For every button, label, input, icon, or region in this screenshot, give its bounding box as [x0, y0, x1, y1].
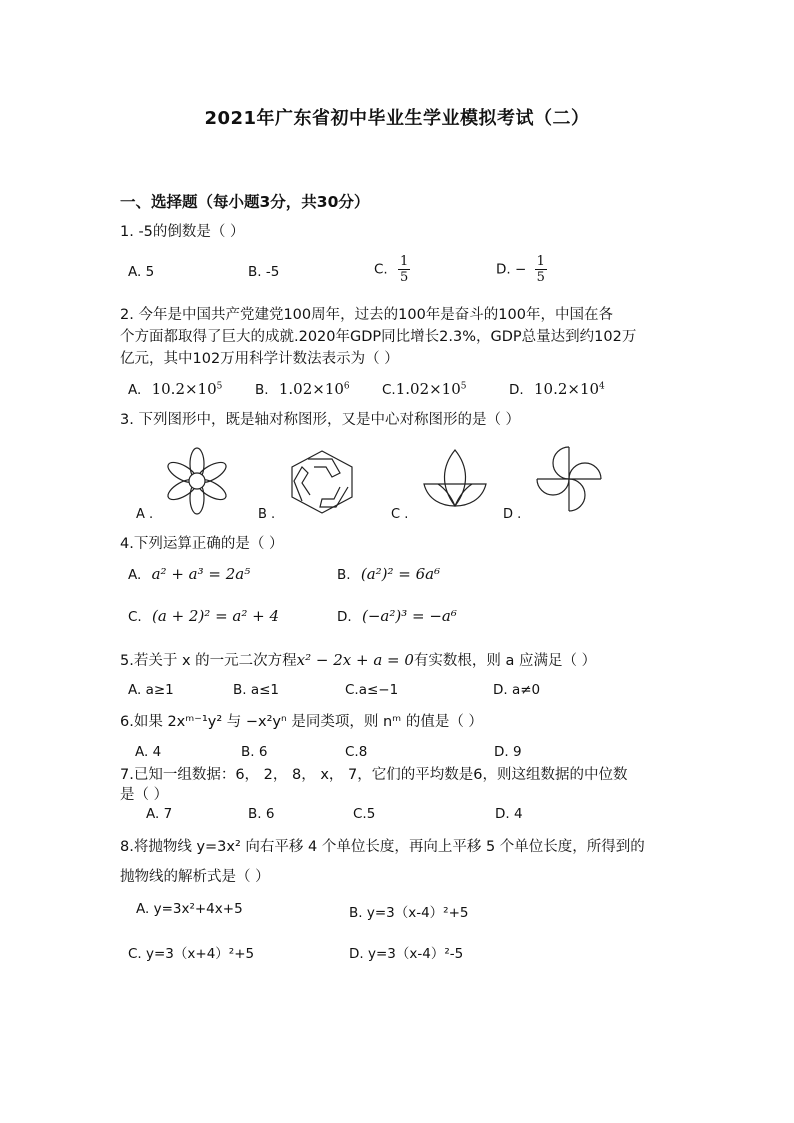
exam-title: 2021年广东省初中毕业生学业模拟考试（二） [204, 108, 590, 129]
recycle-hexagon-figure [288, 449, 356, 515]
q5-equation: x² − 2x + a = 0 [296, 651, 414, 669]
q6-option-a[interactable]: A. 4 [135, 744, 162, 760]
q8-option-b[interactable]: B. y=3（x-4）²+5 [349, 905, 469, 921]
q2-line-1: 2. 今年是中国共产党建党100周年，过去的100年是奋斗的100年，中国在各 [120, 307, 613, 323]
q3-label-d[interactable]: D . [503, 507, 522, 522]
q4-option-c[interactable] [128, 607, 279, 625]
q3-stem: 3. 下列图形中，既是轴对称图形，又是中心对称图形的是（ ） [120, 412, 521, 428]
q8-option-c[interactable]: C. y=3（x+4）²+5 [128, 946, 255, 962]
fraction-numerator: 1 [400, 254, 409, 269]
q6-option-d[interactable]: D. 9 [494, 744, 522, 760]
q2-option-d[interactable] [509, 380, 605, 398]
q7-option-d[interactable]: D. 4 [495, 806, 523, 822]
lotus-figure [420, 448, 490, 512]
q2-line-3: 亿元，其中102万用科学计数法表示为（ ） [120, 351, 399, 367]
q7-line-2: 是（ ） [120, 787, 169, 803]
q8-option-d[interactable]: D. y=3（x-4）²-5 [349, 946, 464, 962]
flower-figure [164, 447, 230, 519]
q2-option-c-prefix: C. [382, 382, 396, 398]
q2-line-2: 个方面都取得了巨大的成就.2020年GDP同比增长2.3%，GDP总量达到约102万 [120, 329, 637, 345]
q2-option-b-value: 1.02×10 [278, 380, 344, 398]
q5-option-a[interactable]: A. a≥1 [128, 682, 174, 698]
q1-option-b[interactable]: B. -5 [248, 264, 280, 280]
q2-option-d-prefix: D. [509, 382, 524, 398]
q8-line-2: 抛物线的解析式是（ ） [120, 869, 270, 885]
q2-option-a-value: 10.2×10 [151, 380, 217, 398]
q3-label-b[interactable]: B . [258, 507, 276, 522]
q4-option-a-expr: a² + a³ = 2a⁵ [151, 565, 251, 583]
q2-option-a[interactable] [128, 380, 222, 398]
q1-option-d-fraction [535, 254, 547, 285]
section-heading: 一、选择题（每小题3分，共30分） [120, 193, 370, 211]
q2-option-c[interactable] [382, 380, 467, 398]
q4-option-b-expr: (a²)² = 6a⁶ [360, 565, 441, 583]
q4-option-d-prefix: D. [337, 609, 352, 625]
q1-stem: 1. -5的倒数是（ ） [120, 224, 245, 240]
q1-option-d-prefix: D. − [496, 261, 527, 278]
q8-option-a[interactable]: A. y=3x²+4x+5 [136, 901, 243, 917]
pinwheel-figure [532, 442, 606, 516]
q5-stem-before: 5.若关于 x 的一元二次方程 [120, 653, 297, 669]
q1-option-a[interactable]: A. 5 [128, 264, 155, 280]
q7-option-b[interactable]: B. 6 [248, 806, 275, 822]
q4-option-a-prefix: A. [128, 567, 142, 583]
q2-option-d-value: 10.2×10 [533, 380, 600, 398]
q3-label-a[interactable]: A . [136, 507, 154, 522]
q2-option-d-exponent: 4 [599, 381, 605, 392]
q2-option-a-prefix: A. [128, 382, 142, 398]
q4-option-d-expr: (−a²)³ = −a⁶ [361, 607, 457, 625]
q3-label-c[interactable]: C . [391, 507, 409, 522]
q8-line-1: 8.将抛物线 y=3x² 向右平移 4 个单位长度，再向上平移 5 个单位长度，所得到的 [120, 839, 645, 855]
fraction-denominator: 5 [400, 270, 409, 285]
q1-option-c[interactable] [374, 254, 410, 285]
q7-option-a[interactable]: A. 7 [146, 806, 173, 822]
q2-option-b-prefix: B. [255, 382, 269, 398]
q1-option-c-prefix: C. [374, 261, 388, 278]
q4-option-c-prefix: C. [128, 609, 142, 625]
q5-stem-after: 有实数根，则 a 应满足（ ） [413, 653, 597, 669]
q2-option-b[interactable] [255, 380, 350, 398]
q4-option-d[interactable] [337, 607, 457, 625]
q4-stem: 4.下列运算正确的是（ ） [120, 536, 284, 552]
q5-option-c[interactable]: C.a≤−1 [345, 682, 399, 698]
q2-option-a-exponent: 5 [216, 381, 223, 392]
q2-option-b-exponent: 6 [343, 381, 350, 392]
q7-line-1: 7.已知一组数据：6， 2， 8， x， 7，它们的平均数是6，则这组数据的中位数 [120, 767, 628, 783]
q2-option-c-value: 1.02×10 [395, 380, 461, 398]
q5-stem [120, 649, 596, 672]
q6-stem: 6.如果 2xᵐ⁻¹y² 与 −x²yⁿ 是同类项，则 nᵐ 的值是（ ） [120, 714, 483, 730]
q7-option-c[interactable]: C.5 [353, 806, 376, 822]
q4-option-b[interactable] [337, 565, 440, 583]
q1-option-c-fraction [398, 254, 410, 285]
q6-option-c[interactable]: C.8 [345, 744, 368, 760]
q4-option-b-prefix: B. [337, 567, 351, 583]
q5-option-b[interactable]: B. a≤1 [233, 682, 280, 698]
q6-option-b[interactable]: B. 6 [241, 744, 268, 760]
q4-option-a[interactable] [128, 565, 250, 583]
q1-option-d[interactable] [496, 254, 547, 285]
fraction-numerator: 1 [536, 254, 545, 269]
q4-option-c-expr: (a + 2)² = a² + 4 [152, 607, 280, 625]
fraction-denominator: 5 [536, 270, 545, 285]
q5-option-d[interactable]: D. a≠0 [493, 682, 541, 698]
q2-option-c-exponent: 5 [460, 381, 467, 392]
